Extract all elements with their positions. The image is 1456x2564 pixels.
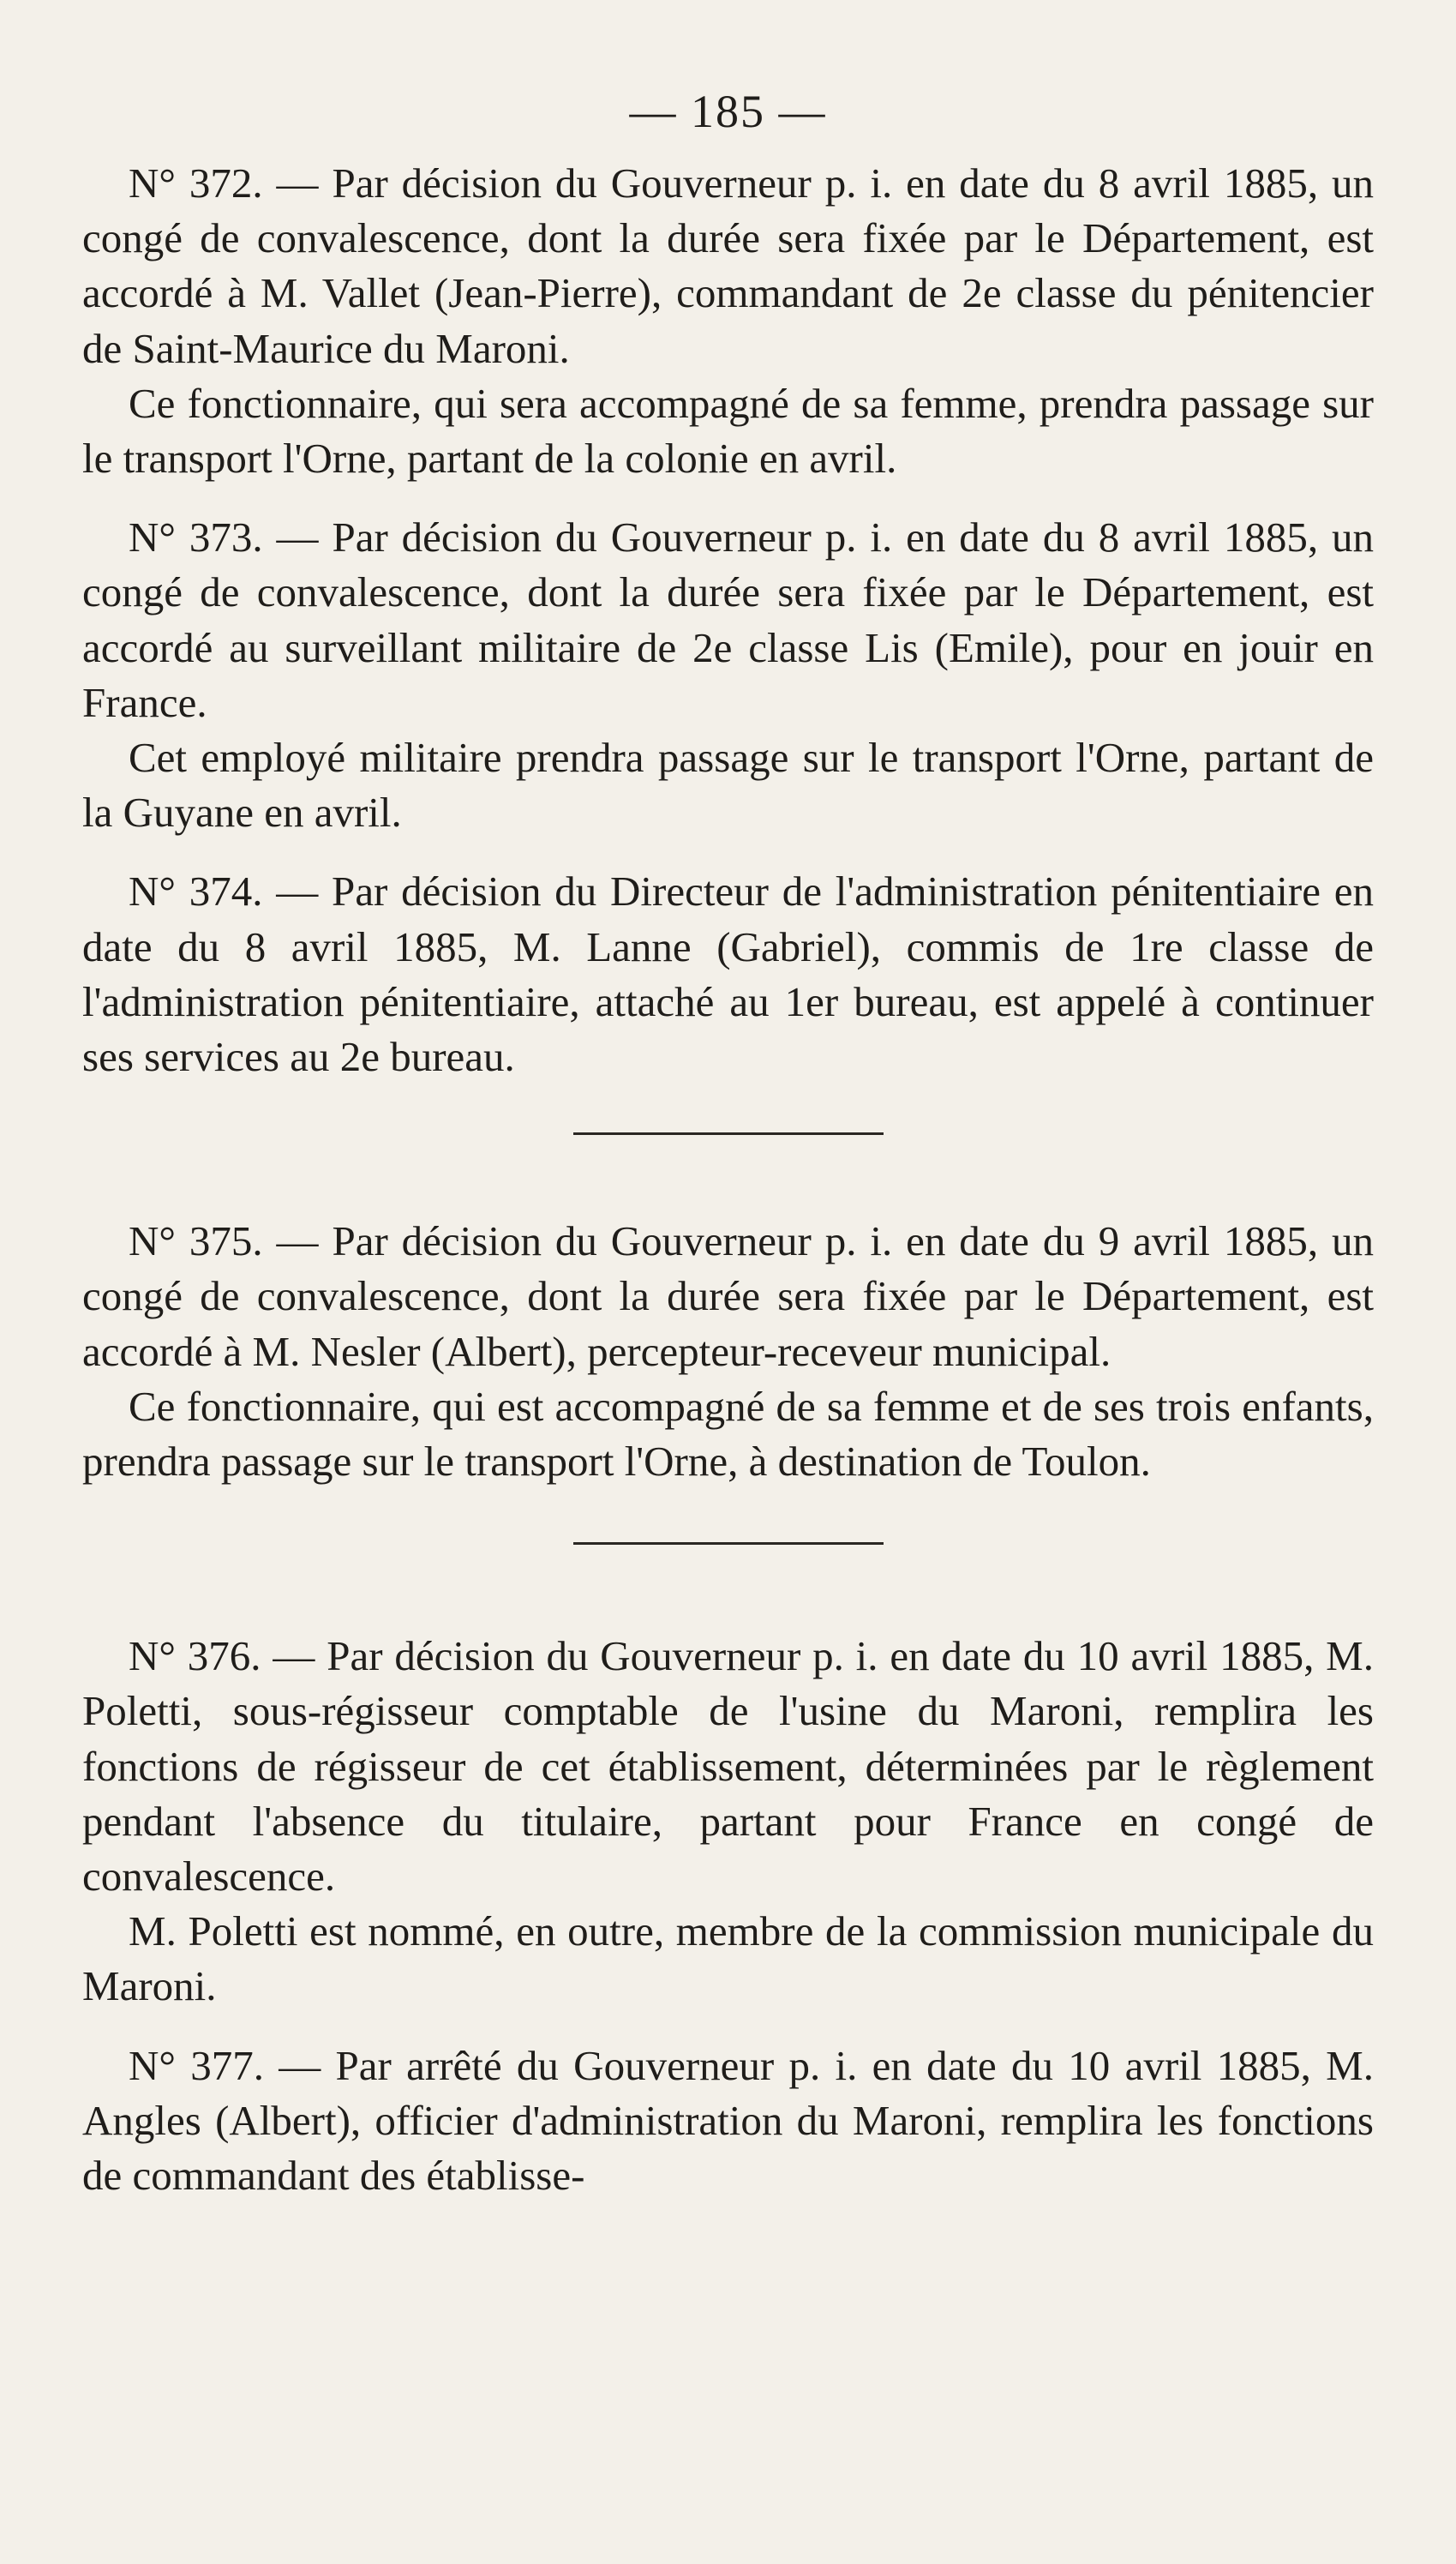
entry-375-paragraph-1: N° 375. — Par décision du Gouverneur p. i. en date du 9 avril 1885, un congé de convalescence, dont la durée sera fixée par le Département, est accordé à M. Nesler (Albert), percepteur-receveur municipal. — [82, 1217, 1374, 1375]
spacer — [82, 486, 1374, 510]
section-divider — [573, 1132, 884, 1135]
spacer — [82, 2015, 1374, 2039]
entry-376 — [82, 1629, 1374, 2014]
entry-373 — [82, 510, 1374, 840]
entry-375-paragraph-2: Ce fonctionnaire, qui est accompagné de sa femme et de ses trois enfants, prendra passage sur le transport l'Orne, à destination de Toulon. — [82, 1382, 1374, 1486]
spacer — [82, 840, 1374, 864]
entry-372-paragraph-1: N° 372. — Par décision du Gouverneur p. i. en date du 8 avril 1885, un congé de convalescence, dont la durée sera fixée par le Département, est accordé à M. Vallet (Jean-Pierre), commandant de 2e classe du pénitencier de Saint-Maurice du Maroni. — [82, 159, 1374, 372]
section-divider — [573, 1542, 884, 1545]
page-number: — 185 — — [629, 86, 827, 137]
entry-373-paragraph-1: N° 373. — Par décision du Gouverneur p. i. en date du 8 avril 1885, un congé de convalescence, dont la durée sera fixée par le Département, est accordé au surveillant militaire de 2e classe Lis (Emile), pour en jouir en France. — [82, 513, 1374, 726]
entry-377-paragraph-1: N° 377. — Par arrêté du Gouverneur p. i. en date du 10 avril 1885, M. Angles (Albert), officier d'administration du Maroni, remplira les fonctions de commandant des établisse- — [82, 2041, 1374, 2200]
entry-372-paragraph-2: Ce fonctionnaire, qui sera accompagné de sa femme, prendra passage sur le transport l'Orne, partant de la colonie en avril. — [82, 379, 1374, 483]
entry-376-paragraph-1: N° 376. — Par décision du Gouverneur p. i. en date du 10 avril 1885, M. Poletti, sous-régisseur comptable de l'usine du Maroni, remplira les fonctions de régisseur de cet établissement, déterminées par le règlement pendant l'absence du titulaire, partant pour France en congé de convalescence. — [82, 1632, 1374, 1900]
entry-376-paragraph-2: M. Poletti est nommé, en outre, membre de la commission municipale du Maroni. — [82, 1907, 1374, 2010]
entry-372 — [82, 156, 1374, 486]
entry-375 — [82, 1214, 1374, 1489]
entry-373-paragraph-2: Cet employé militaire prendra passage sur le transport l'Orne, partant de la Guyane en avril. — [82, 734, 1374, 837]
entry-374 — [82, 864, 1374, 1084]
entry-374-paragraph-1: N° 374. — Par décision du Directeur de l'administration pénitentiaire en date du 8 avril 1885, M. Lanne (Gabriel), commis de 1re classe de l'administration pénitentiaire, attaché au 1er bureau, est appelé à continuer ses services au 2e bureau. — [82, 868, 1374, 1081]
entry-377 — [82, 2039, 1374, 2204]
